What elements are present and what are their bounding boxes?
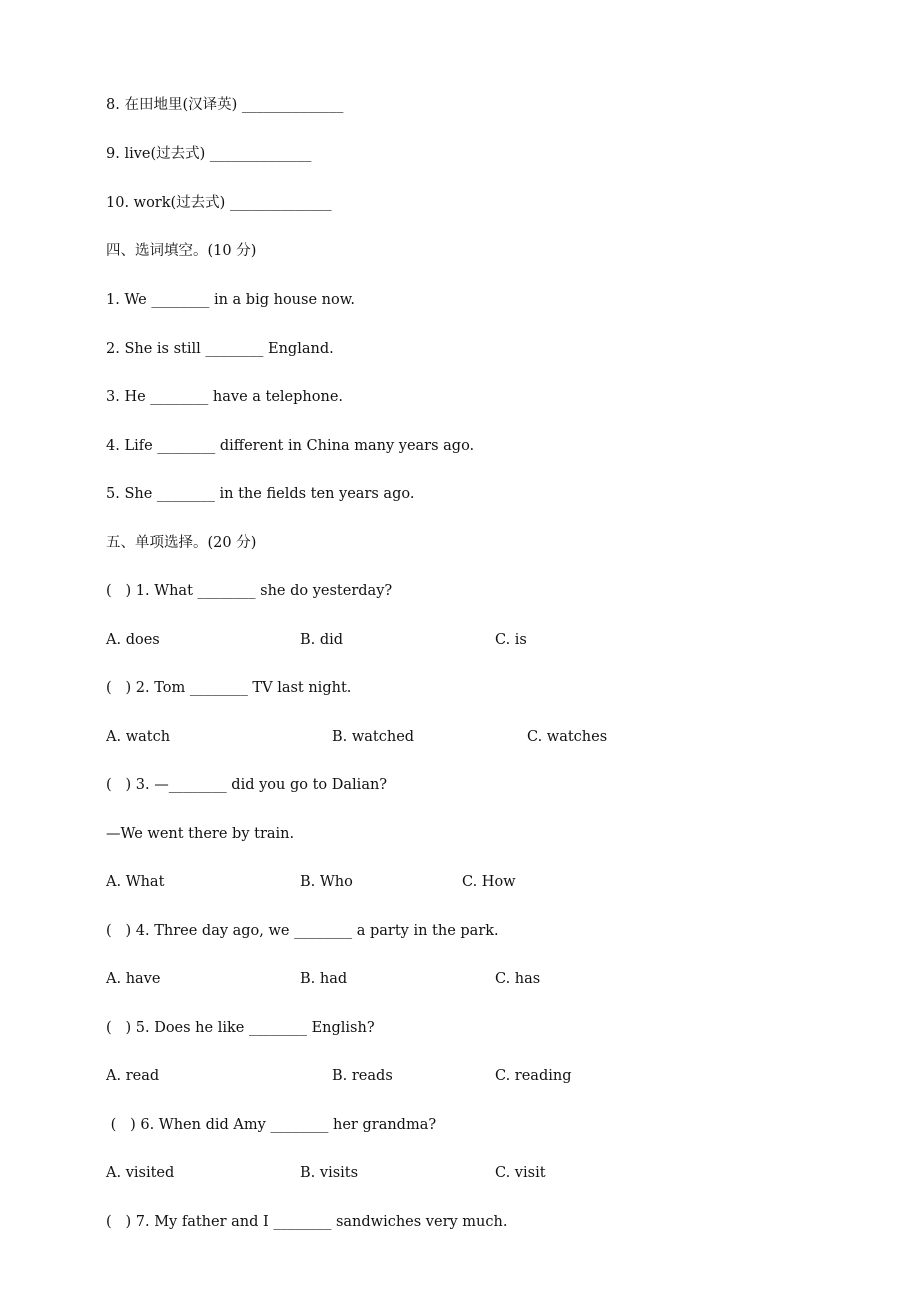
option-b: B. watched bbox=[332, 729, 415, 745]
option-b: B. Who bbox=[300, 874, 353, 890]
option-a: A. does bbox=[106, 632, 160, 648]
fill-blank-2: 2. She is still ________ England. bbox=[106, 341, 334, 357]
option-b: B. reads bbox=[332, 1068, 393, 1084]
item-9-past-tense: 9. live(过去式) ______________ bbox=[106, 146, 312, 162]
option-b: B. did bbox=[300, 632, 344, 648]
section-5-heading: 五、单项选择。(20 分) bbox=[106, 535, 257, 551]
mc-question-3-answer: —We went there by train. bbox=[106, 826, 295, 842]
mc-question-1: ( ) 1. What ________ she do yesterday? bbox=[106, 583, 393, 599]
mc-question-4: ( ) 4. Three day ago, we ________ a party in the park. bbox=[106, 923, 499, 939]
mc-question-6: ( ) 6. When did Amy ________ her grandma? bbox=[106, 1117, 437, 1133]
item-10-past-tense: 10. work(过去式) ______________ bbox=[106, 195, 332, 211]
mc-options-2 bbox=[0, 727, 920, 747]
mc-question-3: ( ) 3. —________ did you go to Dalian? bbox=[106, 777, 388, 793]
option-a: A. have bbox=[106, 971, 161, 987]
mc-options-6 bbox=[0, 1163, 920, 1183]
mc-question-5: ( ) 5. Does he like ________ English? bbox=[106, 1020, 375, 1036]
fill-blank-5: 5. She ________ in the fields ten years ago. bbox=[106, 486, 415, 502]
mc-options-1 bbox=[0, 630, 920, 650]
option-c: C. is bbox=[495, 632, 527, 648]
mc-options-5 bbox=[0, 1066, 920, 1086]
mc-options-3 bbox=[0, 872, 920, 892]
option-c: C. reading bbox=[495, 1068, 572, 1084]
section-4-heading: 四、选词填空。(10 分) bbox=[106, 243, 257, 259]
option-c: C. visit bbox=[495, 1165, 546, 1181]
fill-blank-4: 4. Life ________ different in China many years ago. bbox=[106, 438, 475, 454]
option-b: B. visits bbox=[300, 1165, 359, 1181]
fill-blank-1: 1. We ________ in a big house now. bbox=[106, 292, 356, 308]
option-c: C. has bbox=[495, 971, 541, 987]
fill-blank-3: 3. He ________ have a telephone. bbox=[106, 389, 344, 405]
mc-question-2: ( ) 2. Tom ________ TV last night. bbox=[106, 680, 352, 696]
option-c: C. watches bbox=[527, 729, 608, 745]
mc-options-4 bbox=[0, 969, 920, 989]
option-a: A. visited bbox=[106, 1165, 175, 1181]
option-a: A. What bbox=[106, 874, 165, 890]
item-8-translate: 8. 在田地里(汉译英) ______________ bbox=[106, 97, 344, 113]
option-a: A. watch bbox=[106, 729, 171, 745]
option-c: C. How bbox=[462, 874, 516, 890]
option-a: A. read bbox=[106, 1068, 160, 1084]
option-b: B. had bbox=[300, 971, 348, 987]
mc-question-7: ( ) 7. My father and I ________ sandwiches very much. bbox=[106, 1214, 508, 1230]
